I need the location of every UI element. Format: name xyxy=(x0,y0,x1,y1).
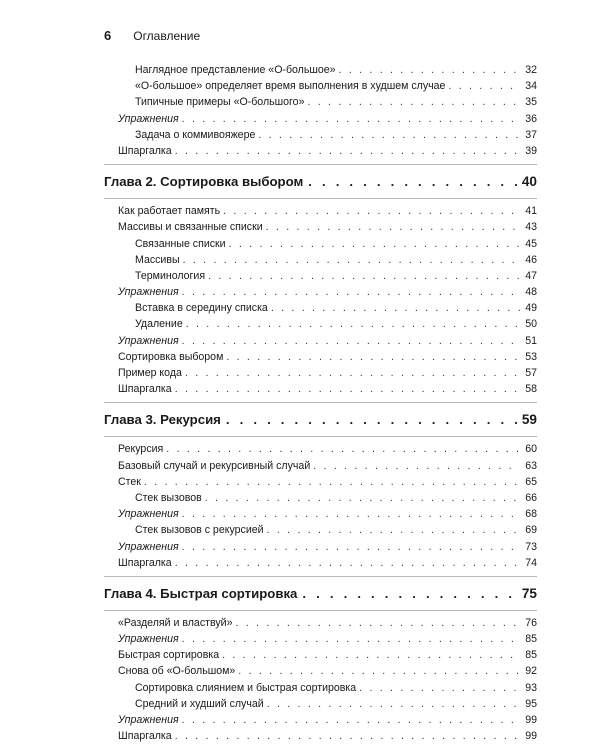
toc-entry-title: Удаление xyxy=(135,318,183,331)
chapter-divider xyxy=(104,402,537,403)
toc-entry-title: Вставка в середину списка xyxy=(135,302,268,315)
toc-entry[interactable] xyxy=(104,284,537,300)
toc-entry-page-number: 36 xyxy=(525,112,537,125)
leader-dots xyxy=(266,219,520,235)
toc-entry-title: Как работает память xyxy=(118,205,221,218)
toc-entry-title: Задача о коммивояжере xyxy=(135,128,256,141)
chapter-page-number: 40 xyxy=(521,174,537,190)
leader-dots xyxy=(267,696,520,712)
leader-dots xyxy=(267,522,520,538)
chapter-heading[interactable] xyxy=(104,584,537,604)
toc-entry-page-number: 58 xyxy=(525,383,537,396)
toc-entry-page-number: 99 xyxy=(525,714,537,726)
header-title: Оглавление xyxy=(133,29,201,43)
leader-dots xyxy=(339,62,520,78)
leader-dots xyxy=(175,728,520,744)
toc-entry[interactable] xyxy=(104,111,537,127)
toc-entry[interactable] xyxy=(104,203,537,219)
toc-entry-page-number: 32 xyxy=(525,64,537,76)
leader-dots xyxy=(144,474,520,490)
toc-entry[interactable] xyxy=(104,62,537,78)
toc-entry-title: Упражнения xyxy=(118,286,179,299)
toc-entry-title: Стек xyxy=(118,475,141,488)
toc-entry[interactable] xyxy=(104,506,537,522)
toc-entry-page-number: 65 xyxy=(525,475,537,488)
leader-dots xyxy=(258,127,520,143)
toc-entry-page-number: 85 xyxy=(525,633,537,646)
toc-entry[interactable] xyxy=(104,712,537,728)
leader-dots xyxy=(175,555,520,571)
toc-entry-page-number: 63 xyxy=(525,459,537,472)
leader-dots xyxy=(182,111,520,127)
toc-entry[interactable] xyxy=(104,441,537,457)
toc-entry-title: Быстрая сортировка xyxy=(118,649,220,662)
toc-entry-title: Упражнения xyxy=(118,714,179,726)
toc-entry-title: Упражнения xyxy=(118,112,179,125)
toc-entry-page-number: 47 xyxy=(525,269,537,282)
toc-entry[interactable] xyxy=(104,333,537,349)
toc-entry-page-number: 92 xyxy=(525,665,537,678)
toc-entry[interactable] xyxy=(104,631,537,647)
toc-entry[interactable] xyxy=(104,728,537,744)
leader-dots xyxy=(182,631,520,647)
toc-entry-page-number: 49 xyxy=(525,302,537,315)
toc-entry[interactable] xyxy=(104,349,537,365)
toc-entry[interactable] xyxy=(104,680,537,696)
leader-dots xyxy=(182,539,520,555)
toc-entry-title: Терминология xyxy=(135,269,206,282)
toc-entry-page-number: 57 xyxy=(525,367,537,379)
header-page-number: 6 xyxy=(104,28,112,43)
leader-dots xyxy=(185,365,520,381)
leader-dots xyxy=(186,316,520,332)
leader-dots xyxy=(271,300,520,316)
leader-dots xyxy=(302,584,516,604)
toc-entry-title: Шпаргалка xyxy=(118,730,172,743)
leader-dots xyxy=(208,268,520,284)
toc-entry[interactable] xyxy=(104,522,537,538)
table-of-contents xyxy=(104,62,537,744)
toc-entry-title: Пример кода xyxy=(118,367,182,379)
toc-entry-title: Рекурсия xyxy=(118,443,164,456)
toc-entry-page-number: 34 xyxy=(525,80,537,93)
chapter-title: Глава 3. Рекурсия xyxy=(104,412,221,428)
chapter-divider xyxy=(104,436,537,437)
leader-dots xyxy=(226,349,520,365)
toc-entry-title: Связанные списки xyxy=(135,237,226,250)
toc-entry[interactable] xyxy=(104,696,537,712)
toc-entry[interactable] xyxy=(104,458,537,474)
toc-entry-title: «О-большое» определяет время выполнения в худшем случае xyxy=(135,80,446,93)
toc-entry-title: Стек вызовов с рекурсией xyxy=(135,524,264,537)
leader-dots xyxy=(182,712,520,728)
leader-dots xyxy=(182,284,520,300)
toc-entry[interactable] xyxy=(104,615,537,631)
leader-dots xyxy=(183,252,520,268)
toc-entry[interactable] xyxy=(104,474,537,490)
leader-dots xyxy=(182,506,520,522)
toc-entry-title: Упражнения xyxy=(118,508,179,521)
toc-entry-page-number: 76 xyxy=(525,616,537,629)
chapter-heading[interactable] xyxy=(104,172,537,192)
leader-dots xyxy=(448,78,520,94)
toc-entry-title: Стек вызовов xyxy=(135,491,202,504)
toc-entry[interactable] xyxy=(104,268,537,284)
toc-entry-page-number: 41 xyxy=(525,205,537,218)
page-header xyxy=(104,28,200,43)
toc-entry-page-number: 85 xyxy=(525,649,537,662)
toc-entry-title: Шпаргалка xyxy=(118,556,172,569)
leader-dots xyxy=(175,381,520,397)
chapter-heading[interactable] xyxy=(104,410,537,430)
toc-entry[interactable] xyxy=(104,252,537,268)
toc-entry-title: Упражнения xyxy=(118,540,179,553)
toc-entry-page-number: 45 xyxy=(525,237,537,250)
toc-entry-title: Сортировка слиянием и быстрая сортировка xyxy=(135,681,357,694)
chapter-divider xyxy=(104,610,537,611)
toc-entry-title: Упражнения xyxy=(118,334,179,347)
toc-entry-page-number: 74 xyxy=(525,556,537,569)
leader-dots xyxy=(223,203,520,219)
toc-entry-title: Массивы xyxy=(135,253,180,266)
toc-entry-page-number: 99 xyxy=(525,730,537,743)
toc-entry-page-number: 43 xyxy=(525,221,537,234)
toc-entry-title: Наглядное представление «О-большое» xyxy=(135,64,336,76)
leader-dots xyxy=(229,236,520,252)
toc-entry-page-number: 53 xyxy=(525,350,537,363)
toc-entry-title: Типичные примеры «О-большого» xyxy=(135,96,305,109)
toc-entry-page-number: 39 xyxy=(525,144,537,157)
toc-entry-title: Снова об «О-большом» xyxy=(118,665,236,678)
toc-entry-page-number: 48 xyxy=(525,286,537,299)
leader-dots xyxy=(166,441,520,457)
leader-dots xyxy=(182,333,520,349)
toc-entry[interactable] xyxy=(104,94,537,110)
chapter-divider xyxy=(104,164,537,165)
leader-dots xyxy=(226,410,517,430)
toc-entry[interactable] xyxy=(104,555,537,571)
leader-dots xyxy=(359,680,520,696)
toc-entry-title: Сортировка выбором xyxy=(118,350,224,363)
toc-entry-page-number: 93 xyxy=(525,681,537,694)
chapter-page-number: 75 xyxy=(521,585,537,601)
toc-entry[interactable] xyxy=(104,663,537,679)
toc-entry-title: «Разделяй и властвуй» xyxy=(118,616,233,629)
toc-entry-page-number: 50 xyxy=(525,318,537,331)
toc-entry-page-number: 68 xyxy=(525,508,537,521)
toc-entry-page-number: 95 xyxy=(525,697,537,710)
toc-entry-page-number: 35 xyxy=(525,96,537,109)
toc-entry[interactable] xyxy=(104,78,537,94)
toc-entry[interactable] xyxy=(104,219,537,235)
toc-entry-title: Шпаргалка xyxy=(118,144,172,157)
toc-entry-page-number: 73 xyxy=(525,540,537,553)
toc-entry-page-number: 37 xyxy=(525,128,537,141)
toc-entry-title: Базовый случай и рекурсивный случай xyxy=(118,459,311,472)
toc-entry[interactable] xyxy=(104,490,537,506)
toc-entry[interactable] xyxy=(104,381,537,397)
toc-entry-title: Массивы и связанные списки xyxy=(118,221,263,234)
chapter-title: Глава 2. Сортировка выбором xyxy=(104,174,304,190)
toc-entry[interactable] xyxy=(104,300,537,316)
toc-entry[interactable] xyxy=(104,127,537,143)
toc-entry[interactable] xyxy=(104,316,537,332)
chapter-divider xyxy=(104,576,537,577)
leader-dots xyxy=(205,490,520,506)
leader-dots xyxy=(222,647,520,663)
toc-entry-page-number: 51 xyxy=(525,334,537,347)
toc-entry[interactable] xyxy=(104,647,537,663)
chapter-divider xyxy=(104,198,537,199)
toc-entry-page-number: 60 xyxy=(525,443,537,456)
toc-entry[interactable] xyxy=(104,236,537,252)
toc-entry[interactable] xyxy=(104,365,537,381)
toc-entry-title: Средний и худший случай xyxy=(135,697,264,710)
chapter-title: Глава 4. Быстрая сортировка xyxy=(104,585,298,601)
leader-dots xyxy=(238,663,520,679)
leader-dots xyxy=(175,143,520,159)
toc-entry-page-number: 66 xyxy=(525,491,537,504)
toc-entry-title: Упражнения xyxy=(118,633,179,646)
leader-dots xyxy=(313,458,520,474)
leader-dots xyxy=(307,94,520,110)
toc-entry-page-number: 46 xyxy=(525,253,537,266)
chapter-page-number: 59 xyxy=(521,412,537,428)
toc-entry-page-number: 69 xyxy=(525,524,537,537)
leader-dots xyxy=(235,615,520,631)
leader-dots xyxy=(308,172,517,192)
toc-entry[interactable] xyxy=(104,539,537,555)
toc-entry-title: Шпаргалка xyxy=(118,383,172,396)
toc-entry[interactable] xyxy=(104,143,537,159)
